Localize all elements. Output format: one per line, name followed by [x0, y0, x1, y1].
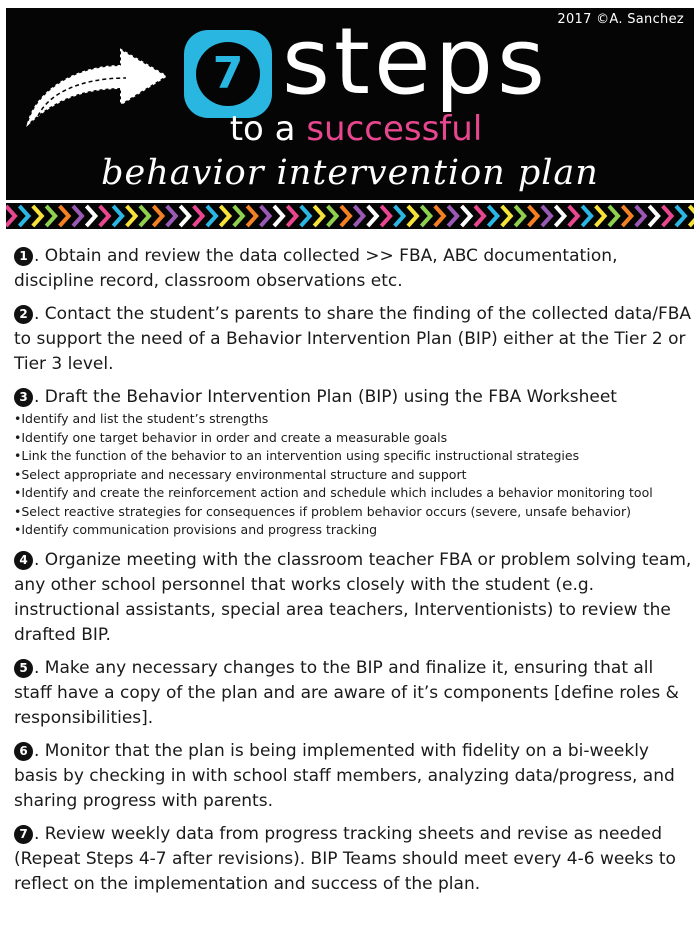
bullet-item: • Link the function of the behavior to an intervention using specific instructional strategies — [14, 447, 694, 466]
bullet-item: • Identify one target behavior in order and create a measurable goals — [14, 429, 694, 448]
step-2 — [14, 302, 694, 377]
step-count-number: 7 — [212, 48, 244, 99]
step-5 — [14, 656, 694, 731]
title-successful: successful — [306, 109, 483, 149]
title-subtitle: behavior intervention plan — [101, 153, 599, 193]
step-number-badge: 2 — [14, 305, 33, 324]
step-7 — [14, 822, 694, 897]
bullet-item: • Identify communication provisions and progress tracking — [14, 521, 694, 540]
chevron-border — [6, 203, 694, 229]
bullet-item: • Select appropriate and necessary environmental structure and support — [14, 466, 694, 485]
title-banner — [6, 8, 694, 200]
step-1 — [14, 244, 694, 294]
step-number-badge: 5 — [14, 659, 33, 678]
step-count-badge — [184, 30, 272, 118]
step-4 — [14, 548, 694, 648]
title-to-a: to a — [229, 109, 307, 149]
step-number-badge: 6 — [14, 742, 33, 761]
step-3 — [14, 385, 694, 540]
step-6 — [14, 739, 694, 814]
title-steps-word: steps — [282, 8, 549, 115]
step-text: . Make any necessary changes to the BIP and finalize it, ensuring that all staff have a copy of the plan and are aware of it’s components [define roles & responsibilities]. — [14, 657, 679, 728]
step-text: . Monitor that the plan is being implemented with fidelity on a bi-weekly basis by checking in with school staff members, analyzing data/progress, and sharing progress with parents. — [14, 740, 675, 811]
bullet-item: • Identify and create the reinforcement action and schedule which includes a behavior monitoring tool — [14, 484, 694, 503]
step-number-badge: 7 — [14, 825, 33, 844]
step-text: . Contact the student’s parents to share the finding of the collected data/FBA to support the need of a Behavior Intervention Plan (BIP) either at the Tier 2 or Tier 3 level. — [14, 304, 692, 374]
steps-list — [14, 244, 694, 905]
step-number-badge: 3 — [14, 388, 33, 407]
step-text: . Obtain and review the data collected >> FBA, ABC documentation, discipline record, classroom observations etc. — [14, 246, 618, 291]
step-3-bullet-list — [14, 410, 694, 540]
bullet-item: • Identify and list the student’s strengths — [14, 410, 694, 429]
step-text: . Organize meeting with the classroom teacher FBA or problem solving team, any other school personnel that works closely with the student (e.g. instructional assistants, special area teachers, Interventionists) to review the drafted BIP. — [14, 549, 692, 645]
step-number-badge: 1 — [14, 247, 33, 266]
copyright-text: 2017 ©A. Sanchez — [557, 12, 684, 27]
bullet-item: • Select reactive strategies for consequences if problem behavior occurs (severe, unsafe behavior) — [14, 503, 694, 522]
step-number-badge: 4 — [14, 551, 33, 570]
step-text: . Review weekly data from progress tracking sheets and revise as needed (Repeat Steps 4-7 after revisions). BIP Teams should meet every 4-6 weeks to reflect on the implementation and success of the plan. — [14, 823, 676, 894]
step-text: . Draft the Behavior Intervention Plan (BIP) using the FBA Worksheet — [34, 387, 617, 407]
title-line-two — [6, 109, 694, 149]
